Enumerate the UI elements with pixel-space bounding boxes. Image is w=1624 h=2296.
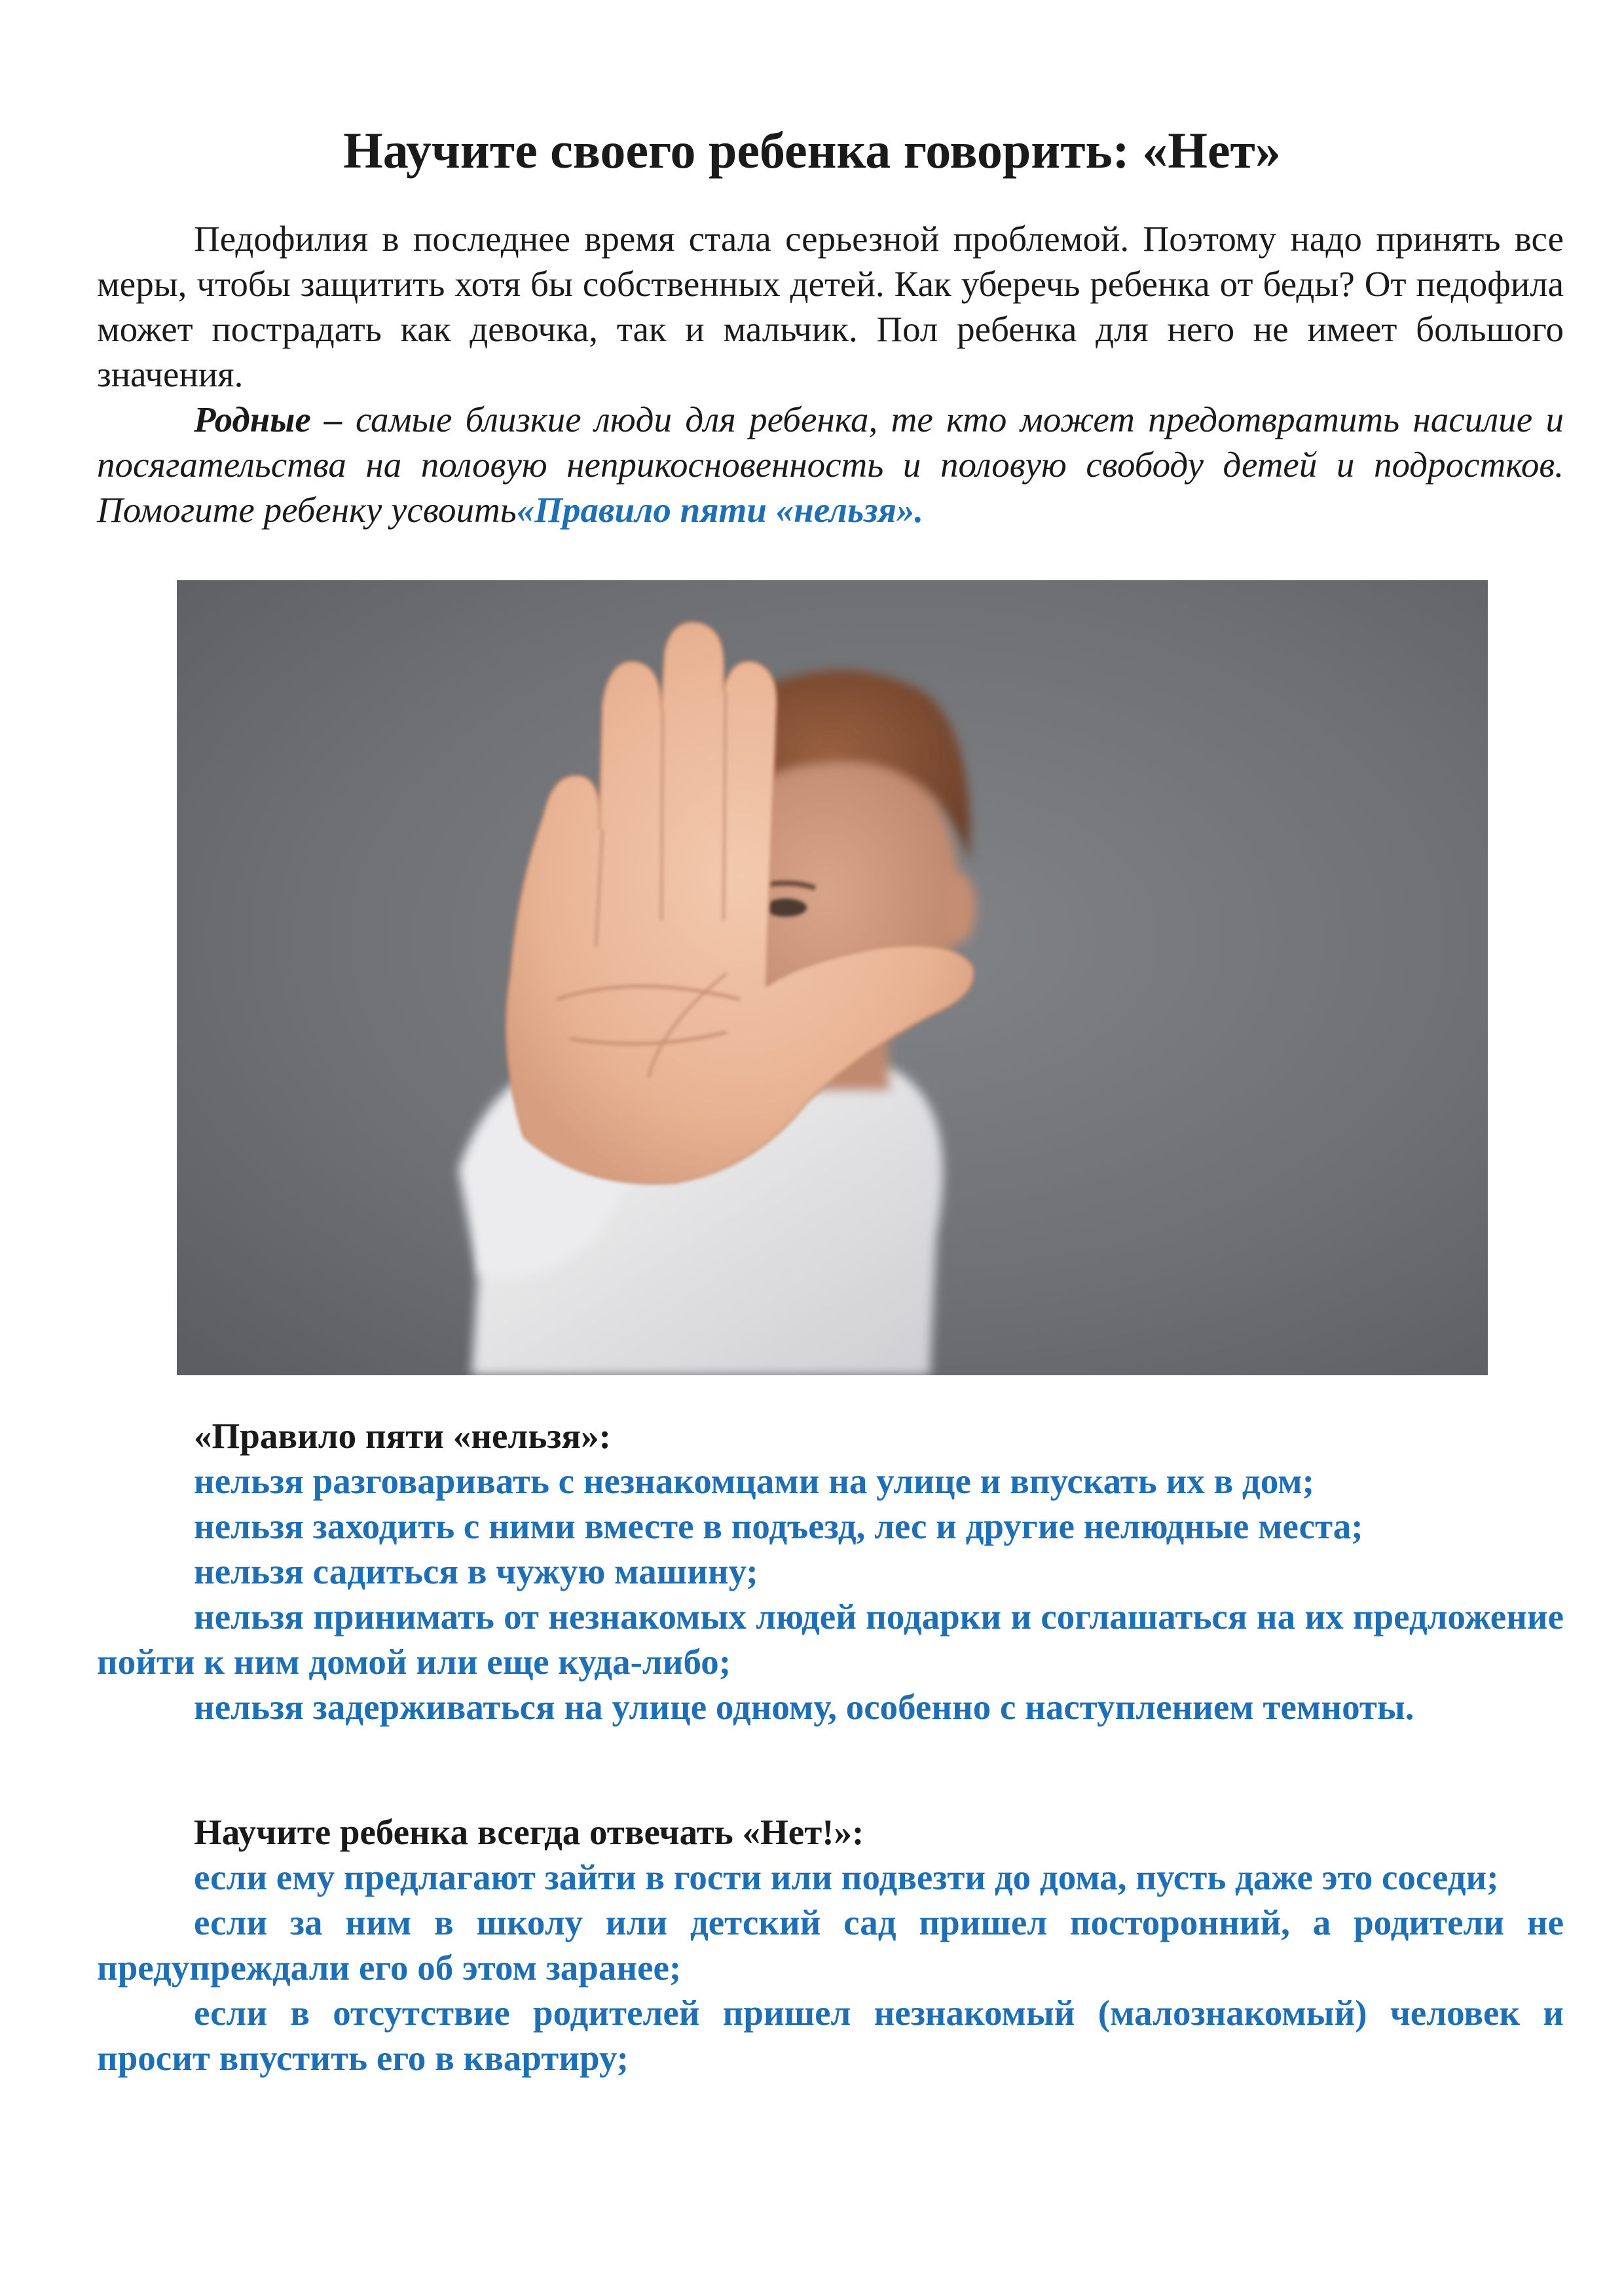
rule-five-item: нельзя задерживаться на улице одному, особенно с наступлением темноты. [194, 1687, 1414, 1727]
rule-five-item: нельзя садиться в чужую машину; [194, 1551, 758, 1591]
rule-five-item: нельзя принимать от незнакомых людей подарки и соглашаться на их предложение пойти к ним домой или еще куда-либо; [97, 1597, 1564, 1682]
rule-five-item: нельзя заходить с ними вместе в подъезд, лес и другие нелюдные места; [194, 1506, 1363, 1546]
intro-lead: Родные – [194, 399, 342, 439]
page-title: Научите своего ребенка говорить: «Нет» [343, 122, 1281, 179]
intro-text [97, 216, 1564, 532]
say-no-section [97, 1809, 1564, 2081]
intro-paragraph-1: Педофилия в последнее время стала серьезной проблемой. Поэтому надо принять все меры, чтобы защитить хотя бы собственных детей. Как уберечь ребенка от беды? От педофила может пострадать как девочка, так и мальчик. Пол ребенка для него не имеет большого значения. [97, 219, 1564, 394]
say-no-item: если в отсутствие родителей пришел незнакомый (малознакомый) человек и просит впустить его в квартиру; [97, 1993, 1564, 2078]
say-no-item: если ему предлагают зайти в гости или подвезти до дома, пусть даже это соседи; [194, 1857, 1499, 1897]
child-stop-hand-photo [177, 580, 1488, 1375]
photo-illustration [177, 580, 1488, 1375]
say-no-item: если за ним в школу или детский сад пришел посторонний, а родители не предупреждали его об этом заранее; [97, 1902, 1564, 1988]
intro-paragraph-2 [97, 397, 1564, 532]
say-no-heading: Научите ребенка всегда отвечать «Нет!»: [194, 1812, 864, 1852]
rule-five-heading: «Правило пяти «нельзя»: [194, 1416, 611, 1456]
rule-five-item: нельзя разговаривать с незнакомцами на улице и впускать их в дом; [194, 1461, 1314, 1501]
rule-five-reference: «Правило пяти «нельзя». [516, 490, 924, 530]
rule-five-section [97, 1413, 1564, 1730]
intro-paragraph-2-text: самые близкие люди для ребенка, те кто может предотвратить насилие и посягательства на половую неприкосновенность и половую свободу детей и подростков. Помогите ребенку усвоить [97, 399, 1564, 530]
